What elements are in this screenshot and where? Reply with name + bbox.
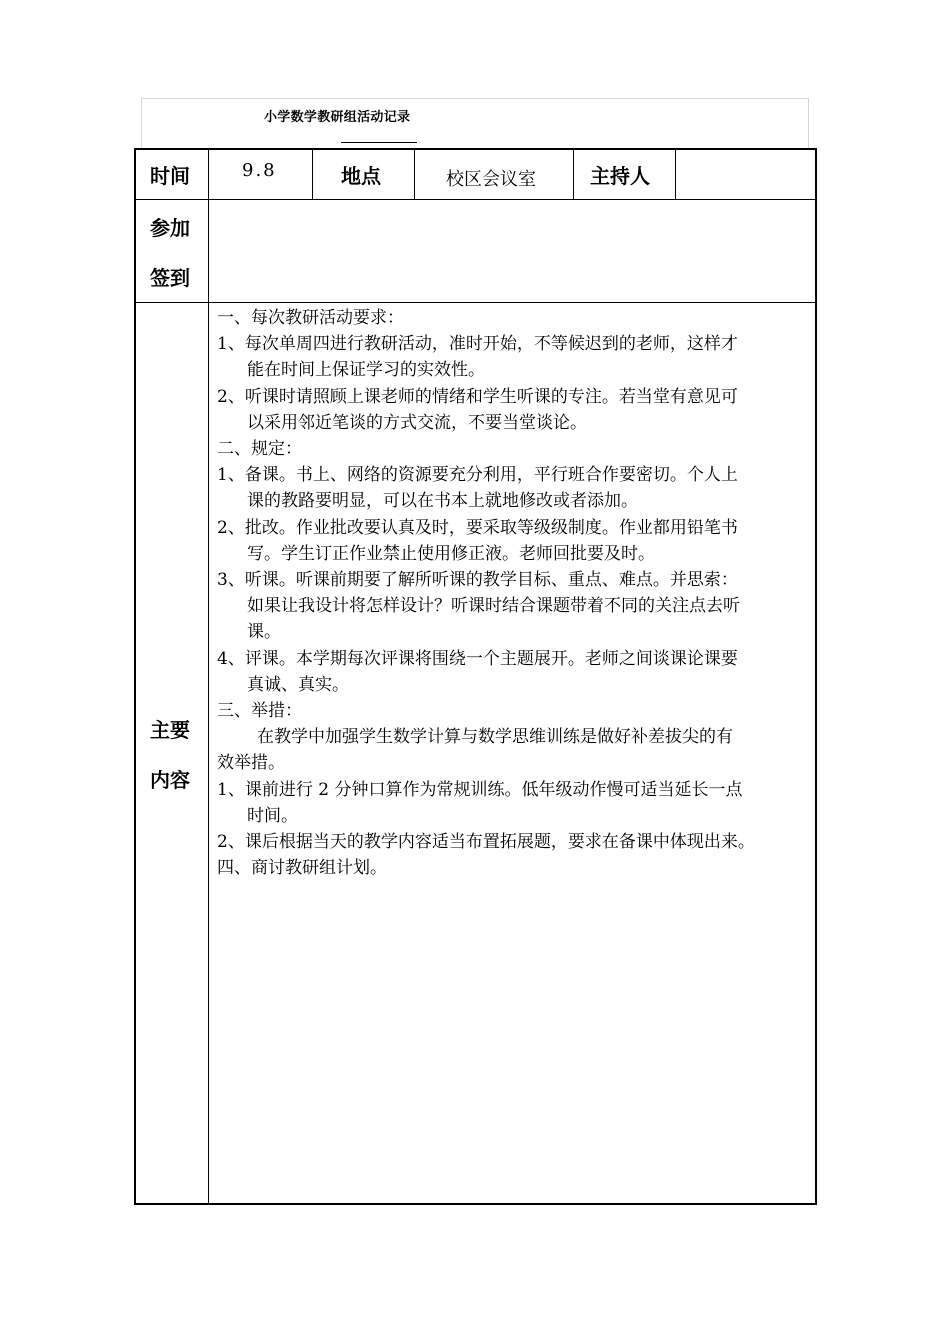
content-line: 一、每次教研活动要求： (217, 308, 404, 328)
content-body (217, 305, 817, 881)
row1-divider-4 (675, 148, 676, 200)
content-line: 三、举措： (217, 701, 302, 722)
content-line: 3、听课。听课前期要了解所听课的教学目标、重点、难点。并思索： (217, 570, 738, 591)
content-line: 真诚、真实。 (247, 674, 349, 695)
label-column-line (208, 148, 209, 1205)
content-line: 以采用邻近笔谈的方式交流，不要当堂谈论。 (247, 412, 587, 433)
header-box (141, 98, 809, 148)
content-line: 1、备课。书上、网络的资源要充分利用，平行班合作要密切。个人上 (217, 465, 738, 486)
content-label-line1: 主要 (150, 718, 190, 742)
title-underline (341, 142, 417, 143)
content-line: 4、评课。本学期每次评课将围绕一个主题展开。老师之间谈课论课要 (217, 648, 738, 669)
content-line: 课的教路要明显，可以在书本上就地修改或者添加。 (247, 491, 638, 512)
content-line: 四、商讨教研组计划。 (217, 858, 387, 879)
row1-bottom-line (134, 199, 817, 200)
content-line: 效举措。 (217, 753, 285, 774)
content-line: 2、课后根据当天的教学内容适当布置拓展题，要求在备课中体现出来。 (217, 832, 755, 853)
content-line: 课。 (247, 622, 281, 643)
content-line: 在教学中加强学生数学计算与数学思维训练是做好补差拔尖的有 (257, 727, 733, 748)
content-line: 能在时间上保证学习的实效性。 (247, 360, 485, 381)
content-line: 2、批改。作业批改要认真及时，要采取等级级制度。作业都用铅笔书 (217, 517, 738, 538)
content-line: 时间。 (247, 805, 298, 826)
place-value: 校区会议室 (446, 169, 536, 190)
content-line: 二、规定： (217, 439, 302, 460)
page-title: 小学数学教研组活动记录 (264, 110, 411, 125)
host-label: 主持人 (590, 164, 650, 188)
content-line: 1、课前进行 2 分钟口算作为常规训练。低年级动作慢可适当延长一点 (217, 779, 743, 800)
time-label: 时间 (150, 164, 190, 188)
time-value: 9.8 (242, 160, 277, 181)
attendance-label-line2: 签到 (150, 266, 190, 290)
content-line: 如果让我设计将怎样设计？听课时结合课题带着不同的关注点去听 (247, 596, 740, 617)
content-label-line2: 内容 (150, 768, 190, 792)
row1-divider-3 (573, 148, 574, 200)
row1-divider-1 (312, 148, 313, 200)
content-line: 1、每次单周四进行教研活动，准时开始，不等候迟到的老师，这样才 (217, 334, 738, 355)
content-line: 写。学生订正作业禁止使用修正液。老师回批要及时。 (247, 543, 655, 564)
row1-divider-2 (414, 148, 415, 200)
place-label: 地点 (341, 164, 381, 188)
content-line: 2、听课时请照顾上课老师的情绪和学生听课的专注。若当堂有意见可 (217, 386, 738, 407)
row2-bottom-line (134, 302, 817, 303)
attendance-label-line1: 参加 (150, 216, 190, 240)
